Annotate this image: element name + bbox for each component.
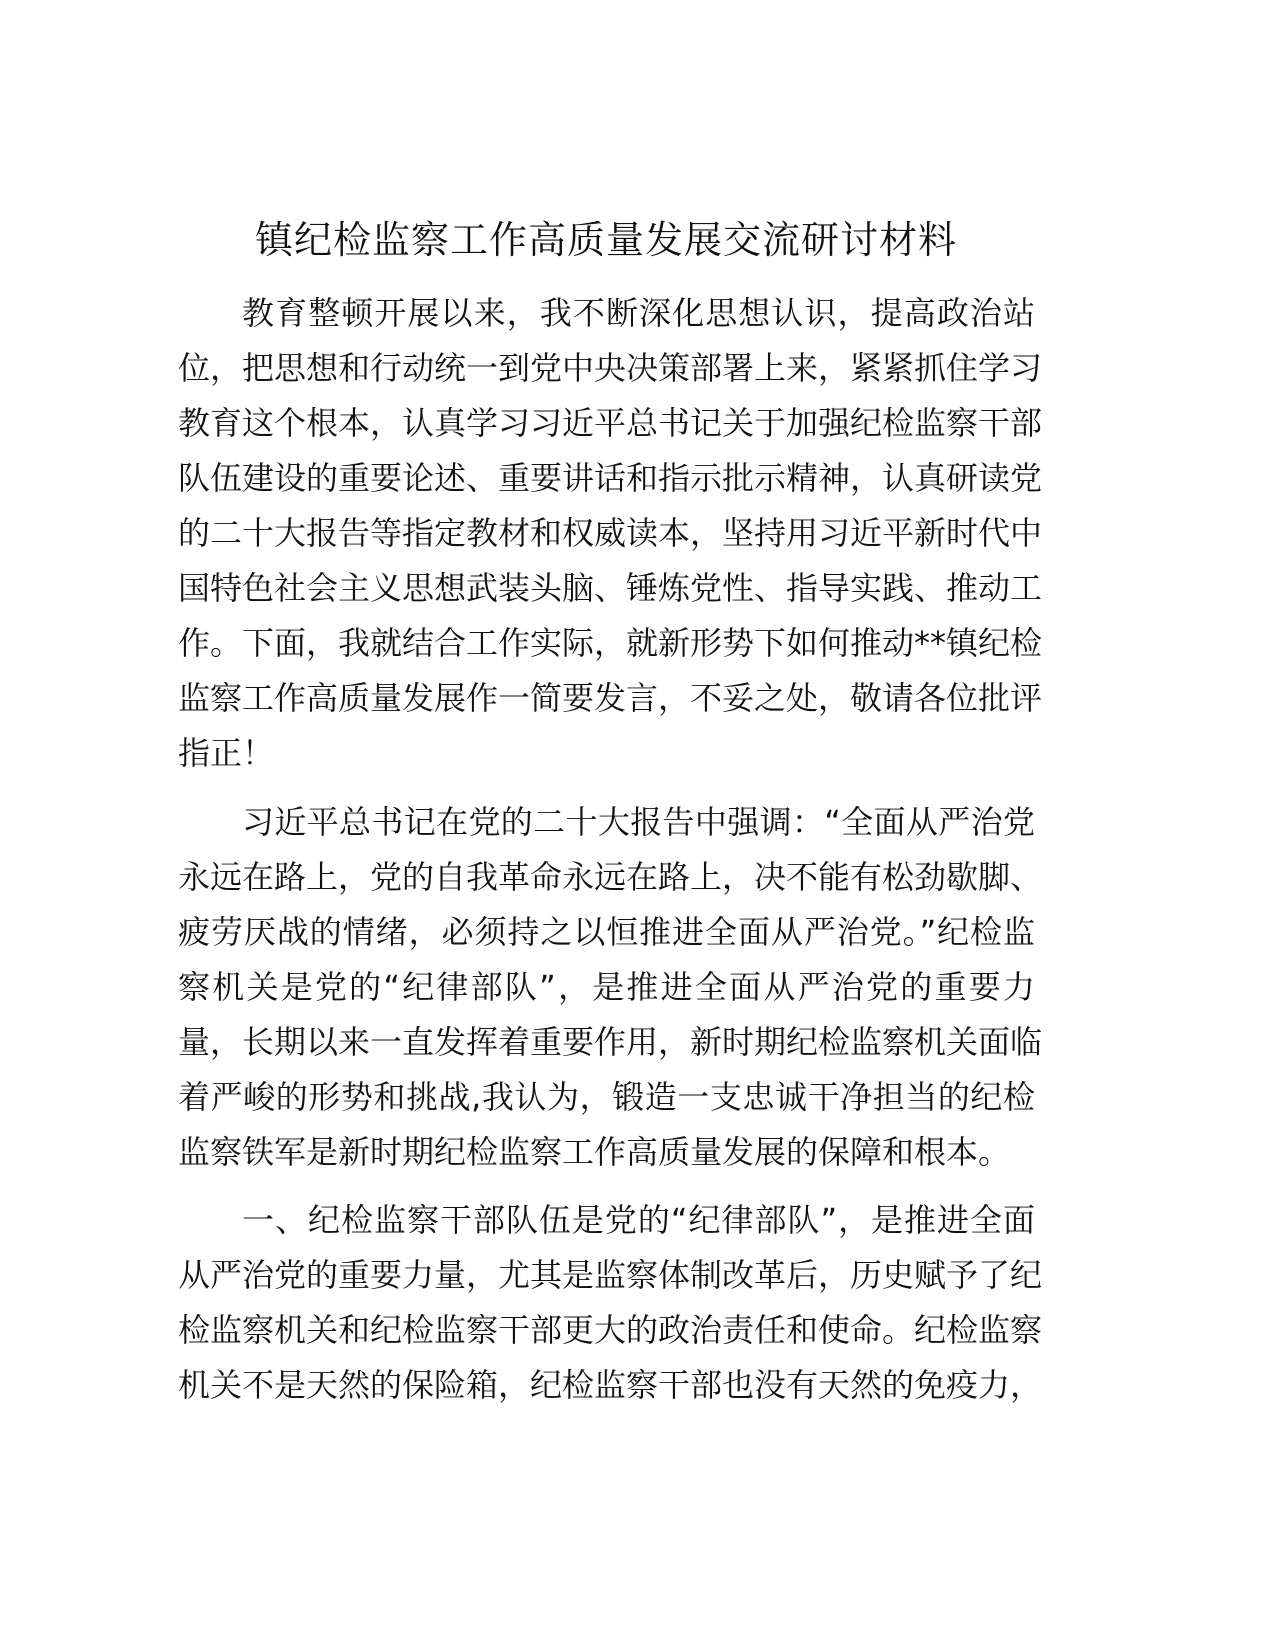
text-line: 教育这个根本，认真学习习近平总书记关于加强纪检监察干部 xyxy=(178,404,1043,442)
paragraph-1 xyxy=(178,286,1043,781)
text-line: 位，把思想和行动统一到党中央决策部署上来，紧紧抓住学习 xyxy=(178,349,1043,387)
text-line: 检监察机关和纪检监察干部更大的政治责任和使命。纪检监察 xyxy=(178,1311,1043,1349)
text-line: 量，长期以来一直发挥着重要作用，新时期纪检监察机关面临 xyxy=(178,1023,1043,1061)
text-line: 队伍建设的重要论述、重要讲话和指示批示精神，认真研读党 xyxy=(178,459,1043,497)
paragraph-2 xyxy=(178,795,1043,1180)
text-line: 永远在路上，党的自我革命永远在路上，决不能有松劲歇脚、 xyxy=(178,858,1043,896)
paragraph-3 xyxy=(178,1193,1043,1413)
text-line: 疲劳厌战的情绪，必须持之以恒推进全面从严治党。”纪检监 xyxy=(178,913,1035,951)
text-line: 从严治党的重要力量，尤其是监察体制改革后，历史赋予了纪 xyxy=(178,1256,1043,1294)
text-line: 指正！ xyxy=(178,734,275,772)
text-line: 察机关是党的“纪律部队”，是推进全面从严治党的重要力 xyxy=(178,968,1035,1006)
text-line: 作。下面，我就结合工作实际，就新形势下如何推动**镇纪检 xyxy=(178,624,1043,662)
text-line: 监察铁军是新时期纪检监察工作高质量发展的保障和根本。 xyxy=(178,1133,1011,1171)
text-line: 习近平总书记在党的二十大报告中强调：“全面从严治党 xyxy=(242,803,1035,841)
text-line: 机关不是天然的保险箱，纪检监察干部也没有天然的免疫力， xyxy=(178,1366,1043,1404)
text-line: 国特色社会主义思想武装头脑、锤炼党性、指导实践、推动工 xyxy=(178,569,1043,607)
text-line: 教育整顿开展以来，我不断深化思想认识，提高政治站 xyxy=(242,294,1035,332)
text-line: 着严峻的形势和挑战,我认为，锻造一支忠诚干净担当的纪检 xyxy=(178,1078,1035,1116)
text-line: 的二十大报告等指定教材和权威读本，坚持用习近平新时代中 xyxy=(178,514,1043,552)
text-line: 一、纪检监察干部队伍是党的“纪律部队”，是推进全面 xyxy=(242,1201,1035,1239)
text-line: 监察工作高质量发展作一简要发言，不妥之处，敬请各位批评 xyxy=(178,679,1043,717)
document-title: 镇纪检监察工作高质量发展交流研讨材料 xyxy=(254,218,957,262)
